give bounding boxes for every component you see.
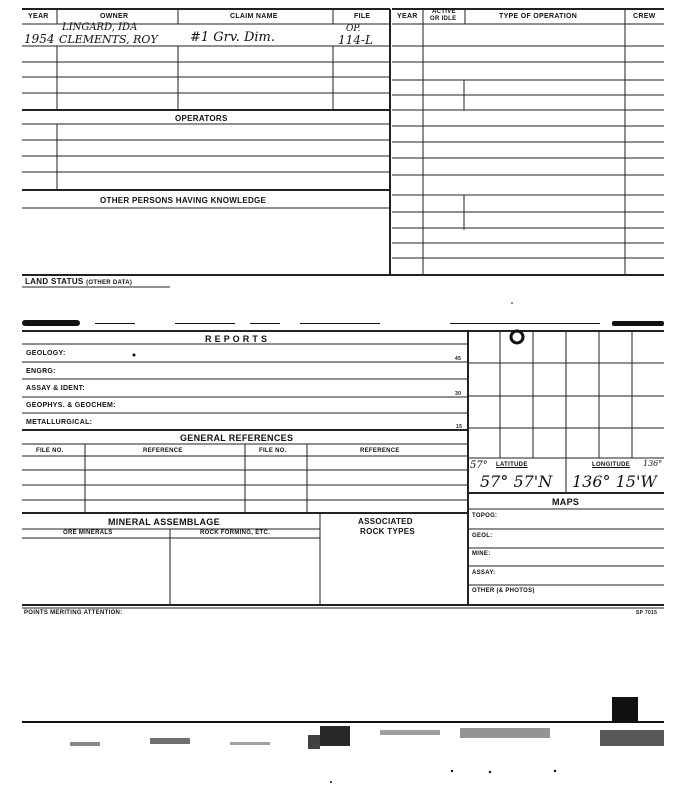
report-geophys: GEOPHYS. & GEOCHEM: xyxy=(26,402,116,409)
maps-other: OTHER (& PHOTOS) xyxy=(472,588,535,594)
mineral-assemblage-heading: MINERAL ASSEMBLAGE xyxy=(108,517,220,527)
claim-name-value: #1 Grv. Dim. xyxy=(190,30,276,45)
rock-forming-label: ROCK FORMING, ETC. xyxy=(200,530,271,536)
entry-year: 1954 xyxy=(24,32,55,46)
header-right-year: YEAR xyxy=(397,13,418,20)
report-num-30: 30 xyxy=(455,391,462,397)
header-crew: CREW xyxy=(633,13,656,20)
file-line2: 114-L xyxy=(338,33,373,47)
header-year: YEAR xyxy=(28,13,49,20)
report-metallurgical: METALLURGICAL: xyxy=(26,419,93,426)
header-claim-name: CLAIM NAME xyxy=(230,13,278,20)
report-engrg: ENGRG: xyxy=(26,368,56,375)
maps-mine: MINE: xyxy=(472,551,491,557)
lat-prefix: 57° xyxy=(470,460,488,471)
longitude-value: 136° 15'W xyxy=(572,472,657,491)
ref-col-reference-1: REFERENCE xyxy=(143,448,183,454)
reports-heading: R E P O R T S xyxy=(205,334,268,344)
ore-minerals-label: ORE MINERALS xyxy=(63,530,113,536)
latitude-value: 57° 57'N xyxy=(480,472,553,491)
land-status-sublabel: (OTHER DATA) xyxy=(86,280,133,286)
maps-geol: GEOL: xyxy=(472,533,493,539)
operators-heading: OPERATORS xyxy=(175,114,228,123)
report-num-15: 15 xyxy=(456,424,463,430)
rock-types-label: ROCK TYPES xyxy=(360,527,416,536)
report-num-45: 45 xyxy=(455,356,462,362)
header-file: FILE xyxy=(354,13,371,20)
ref-col-reference-2: REFERENCE xyxy=(360,448,400,454)
header-or-idle: OR IDLE xyxy=(430,16,457,22)
latitude-label: LATITUDE xyxy=(496,462,528,468)
ref-col-file-1: FILE NO. xyxy=(36,448,64,454)
points-meriting-attention: POINTS MERITING ATTENTION: xyxy=(24,610,123,616)
ref-col-file-2: FILE NO. xyxy=(259,448,287,454)
header-type-of-operation: TYPE OF OPERATION xyxy=(499,13,578,20)
header-active: ACTIVE xyxy=(432,9,456,15)
associated-label: ASSOCIATED xyxy=(358,517,413,526)
owner-line1: LINGARD, IDA xyxy=(62,22,138,33)
grid-circle-mark xyxy=(511,331,523,343)
lon-suffix: 136° xyxy=(643,459,663,468)
header-owner: OWNER xyxy=(100,13,129,20)
maps-assay: ASSAY: xyxy=(472,570,496,576)
general-references-heading: GENERAL REFERENCES xyxy=(180,433,294,443)
land-status-label: LAND STATUS xyxy=(25,277,84,286)
form-number: SP 7015 xyxy=(636,610,658,616)
report-geology: GEOLOGY: xyxy=(26,350,66,357)
longitude-label: LONGITUDE xyxy=(592,462,631,468)
maps-heading: MAPS xyxy=(552,497,580,507)
file-line1: OP. xyxy=(346,24,361,34)
owner-line2: CLEMENTS, ROY xyxy=(59,33,158,46)
report-assay: ASSAY & IDENT: xyxy=(26,385,86,392)
other-persons-heading: OTHER PERSONS HAVING KNOWLEDGE xyxy=(100,196,267,205)
land-status-heading xyxy=(25,277,132,286)
maps-topog: TOPOG: xyxy=(472,513,498,519)
